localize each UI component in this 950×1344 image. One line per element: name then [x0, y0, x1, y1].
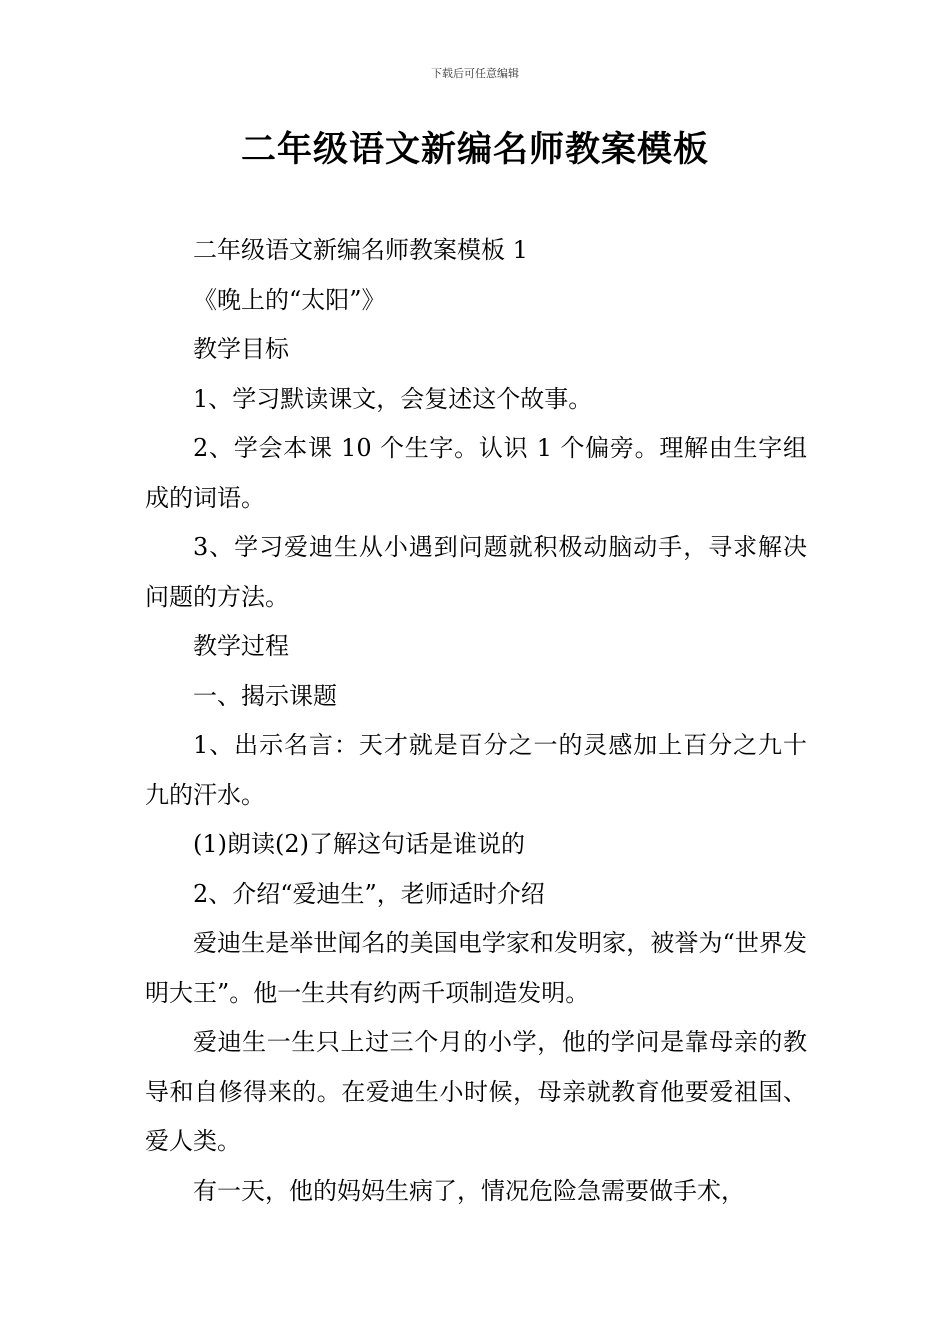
paragraph-introduce-edison: 2、介绍“爱迪生”，老师适时介绍 [193, 879, 545, 908]
paragraph-section-heading: 二年级语文新编名师教案模板 1 [193, 236, 528, 264]
document-body [145, 226, 807, 1216]
document-title: 二年级语文新编名师教案模板 [240, 130, 709, 170]
paragraph-edison-bio: 爱迪生是举世闻名的美国电学家和发明家，被誉为“世界发明大王”。他一生共有约两千项制造发明。 [145, 929, 807, 1007]
paragraph-lesson-title: 《晚上的“太阳”》 [193, 285, 386, 314]
paragraph-read-tasks: (1)朗读(2)了解这句话是谁说的 [193, 830, 525, 858]
paragraph-goal-1: 1、学习默读课文，会复述这个故事。 [193, 384, 593, 413]
paragraph-goal-3: 3、学习爱迪生从小遇到问题就积极动脑动手，寻求解决问题的方法。 [145, 533, 807, 611]
paragraph-goals-heading: 教学目标 [193, 335, 289, 363]
page-header-note: 下载后可任意编辑 [431, 67, 519, 80]
paragraph-goal-2: 2、学会本课 10 个生字。认识 1 个偏旁。理解由生字组成的词语。 [145, 434, 807, 512]
paragraph-step-1-heading: 一、揭示课题 [193, 681, 337, 710]
paragraph-process-heading: 教学过程 [193, 632, 289, 660]
paragraph-quote: 1、出示名言：天才就是百分之一的灵感加上百分之九十九的汗水。 [145, 731, 807, 809]
paragraph-story-start: 有一天，他的妈妈生病了，情况危险急需要做手术， [193, 1176, 745, 1205]
paragraph-edison-education: 爱迪生一生只上过三个月的小学，他的学问是靠母亲的教导和自修得来的。在爱迪生小时候，母亲就教育他要爱祖国、爱人类。 [145, 1028, 807, 1155]
